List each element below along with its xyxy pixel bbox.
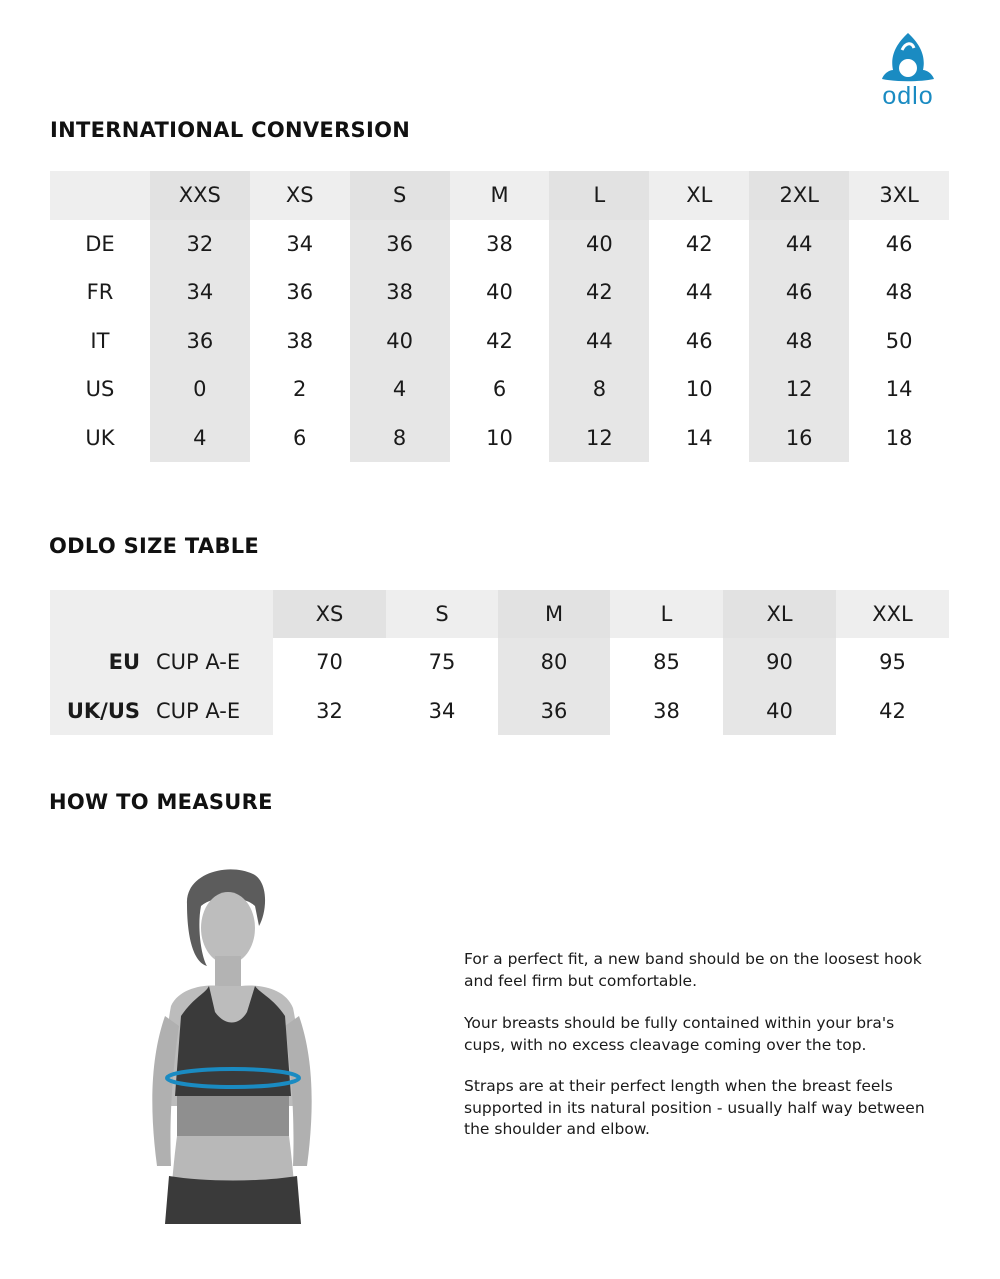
corner-cell (50, 171, 150, 220)
table-cell: 46 (885, 231, 913, 256)
cup-label: CUP A-E (152, 687, 273, 735)
size-header: L (610, 590, 723, 638)
model-figure-image (135, 866, 360, 1224)
table-cell: 46 (749, 268, 849, 317)
measure-paragraph-3: Straps are at their perfect length when the breast feels supported in its natural position - usually half way between the shoulder and elbow. (464, 1077, 925, 1138)
table-cell: 48 (749, 317, 849, 366)
table-cell: 8 (350, 414, 450, 463)
table-cell: 12 (549, 414, 649, 463)
table-cell: 75 (428, 650, 456, 675)
table-cell: 14 (685, 425, 713, 450)
measure-title: HOW TO MEASURE (49, 790, 273, 814)
table-cell: 70 (316, 650, 343, 675)
size-header: XXL (836, 590, 949, 638)
odlo-size-table (50, 590, 949, 735)
table-header-row (50, 171, 949, 220)
size-header: M (450, 171, 550, 220)
table-header-row (50, 590, 949, 638)
table-cell: 2 (293, 377, 307, 402)
table-cell: 44 (749, 220, 849, 269)
table-row (50, 365, 949, 414)
size-header: XXS (150, 171, 250, 220)
corner-cell (50, 590, 273, 638)
table-cell: 36 (150, 317, 250, 366)
measure-paragraph-1: For a perfect fit, a new band should be on the loosest hook and feel firm but comfortable. (464, 950, 922, 990)
table-cell: 6 (293, 425, 307, 450)
table-cell: 34 (150, 268, 250, 317)
conversion-title: INTERNATIONAL CONVERSION (50, 118, 411, 142)
table-row (50, 317, 949, 366)
size-header: L (549, 171, 649, 220)
table-cell: 40 (549, 220, 649, 269)
table-cell: 8 (549, 365, 649, 414)
row-label: FR (86, 280, 114, 305)
table-cell: 44 (549, 317, 649, 366)
table-cell: 40 (350, 317, 450, 366)
table-cell: 50 (885, 328, 913, 353)
table-cell: 42 (486, 328, 513, 353)
size-header: S (386, 590, 498, 638)
table-cell: 40 (723, 687, 836, 735)
table-cell: 34 (428, 698, 456, 723)
table-cell: 14 (885, 377, 913, 402)
table-cell: 38 (486, 231, 513, 256)
table-cell: 42 (549, 268, 649, 317)
row-label: IT (90, 328, 110, 353)
table-cell: 0 (150, 365, 250, 414)
table-row (50, 414, 949, 463)
table-cell: 38 (350, 268, 450, 317)
row-label: DE (85, 231, 115, 256)
size-header: 3XL (849, 171, 949, 220)
table-cell: 42 (879, 698, 906, 723)
row-label: UK (85, 425, 115, 450)
size-header: M (498, 590, 610, 638)
region-label: EU (50, 638, 152, 686)
table-cell: 46 (685, 328, 713, 353)
table-cell: 12 (749, 365, 849, 414)
size-header: XL (723, 590, 836, 638)
table-row (50, 220, 949, 269)
logo-wordmark: odlo (882, 82, 934, 110)
size-header: XS (250, 171, 350, 220)
table-cell: 18 (885, 425, 913, 450)
table-cell: 6 (492, 377, 507, 402)
table-row (50, 687, 949, 735)
table-cell: 85 (653, 650, 680, 675)
size-header: XL (649, 171, 749, 220)
table-cell: 40 (486, 280, 513, 305)
table-cell: 10 (486, 425, 513, 450)
table-cell: 32 (316, 698, 343, 723)
table-cell: 36 (498, 687, 610, 735)
table-cell: 16 (749, 414, 849, 463)
table-cell: 4 (150, 414, 250, 463)
size-table-title: ODLO SIZE TABLE (49, 534, 260, 558)
table-cell: 34 (286, 231, 314, 256)
table-cell: 36 (350, 220, 450, 269)
table-row (50, 268, 949, 317)
table-cell: 90 (723, 638, 836, 686)
region-label: UK/US (50, 687, 152, 735)
row-label: US (85, 377, 115, 402)
table-cell: 42 (685, 231, 713, 256)
size-header: S (350, 171, 450, 220)
table-cell: 95 (879, 650, 906, 675)
size-header: 2XL (749, 171, 849, 220)
table-cell: 48 (885, 280, 913, 305)
table-cell: 80 (498, 638, 610, 686)
size-header: XS (273, 590, 386, 638)
measure-paragraph-2: Your breasts should be fully contained within your bra's cups, with no excess cleavage coming over the top. (464, 1014, 895, 1054)
table-cell: 4 (350, 365, 450, 414)
table-cell: 44 (685, 280, 713, 305)
table-row (50, 638, 949, 686)
international-conversion-table (50, 171, 949, 462)
table-cell: 10 (685, 377, 713, 402)
cup-label: CUP A-E (152, 638, 273, 686)
table-cell: 38 (286, 328, 314, 353)
table-cell: 32 (150, 220, 250, 269)
table-cell: 38 (653, 698, 680, 723)
table-cell: 36 (286, 280, 314, 305)
